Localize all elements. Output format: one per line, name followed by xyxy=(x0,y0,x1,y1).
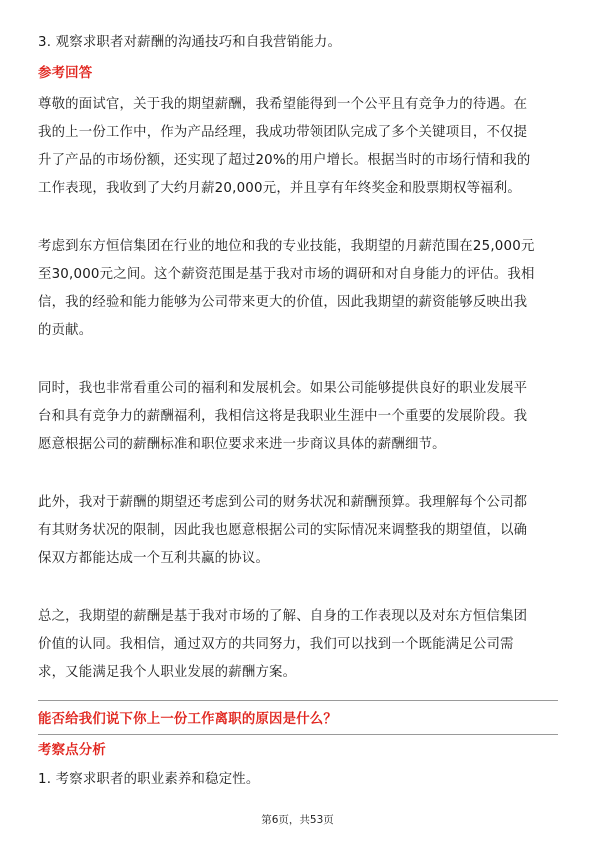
answer-line: 升了产品的市场份额，还实现了超过20%的用户增长。根据当时的市场行情和我的 xyxy=(38,153,531,168)
answer-line: 有其财务状况的限制，因此我也愿意根据公司的实际情况来调整我的期望值，以确 xyxy=(38,523,528,538)
answer-line: 保双方都能达成一个互利共赢的协议。 xyxy=(38,551,270,566)
answer-line: 价值的认同。我相信，通过双方的共同努力，我们可以找到一个既能满足公司需 xyxy=(38,637,514,652)
answer-line: 考虑到东方恒信集团在行业的地位和我的专业技能，我期望的月薪范围在25,000元 xyxy=(38,239,535,254)
answer-line: 信，我的经验和能力能够为公司带来更大的价值，因此我期望的薪资能够反映出我 xyxy=(38,295,528,310)
answer-line: 尊敬的面试官，关于我的期望薪酬，我希望能得到一个公平且有竞争力的待遇。在 xyxy=(38,97,528,112)
reference-answer-heading: 参考回答 xyxy=(38,66,93,81)
answer-line: 工作表现，我收到了大约月薪20,000元，并且享有年终奖金和股票期权等福利。 xyxy=(38,181,521,196)
answer-line: 台和具有竞争力的薪酬福利，我相信这将是我职业生涯中一个重要的发展阶段。我 xyxy=(38,409,528,424)
section-divider xyxy=(38,700,558,701)
answer-line: 愿意根据公司的薪酬标准和职位要求来进一步商议具体的薪酬细节。 xyxy=(38,437,446,452)
answer-line: 此外，我对于薪酬的期望还考虑到公司的财务状况和薪酬预算。我理解每个公司都 xyxy=(38,495,528,510)
answer-line: 至30,000元之间。这个薪资范围是基于我对市场的调研和对自身能力的评估。我相 xyxy=(38,267,535,282)
question-divider xyxy=(38,734,558,735)
answer-line: 我的上一份工作中，作为产品经理，我成功带领团队完成了多个关键项目，不仅提 xyxy=(38,125,528,140)
answer-line: 总之，我期望的薪酬是基于我对市场的了解、自身的工作表现以及对东方恒信集团 xyxy=(38,609,528,624)
interview-question: 能否给我们说下你上一份工作离职的原因是什么？ xyxy=(38,712,337,727)
page-number: 第6页，共53页 xyxy=(261,814,334,826)
analysis-heading: 考察点分析 xyxy=(38,743,106,758)
answer-line: 同时，我也非常看重公司的福利和发展机会。如果公司能够提供良好的职业发展平 xyxy=(38,381,528,396)
evaluation-point-3: 3. 观察求职者对薪酬的沟通技巧和自我营销能力。 xyxy=(38,35,342,50)
answer-line: 的贡献。 xyxy=(38,323,93,338)
analysis-item-1: 1. 考察求职者的职业素养和稳定性。 xyxy=(38,772,260,787)
answer-line: 求，又能满足我个人职业发展的薪酬方案。 xyxy=(38,665,297,680)
